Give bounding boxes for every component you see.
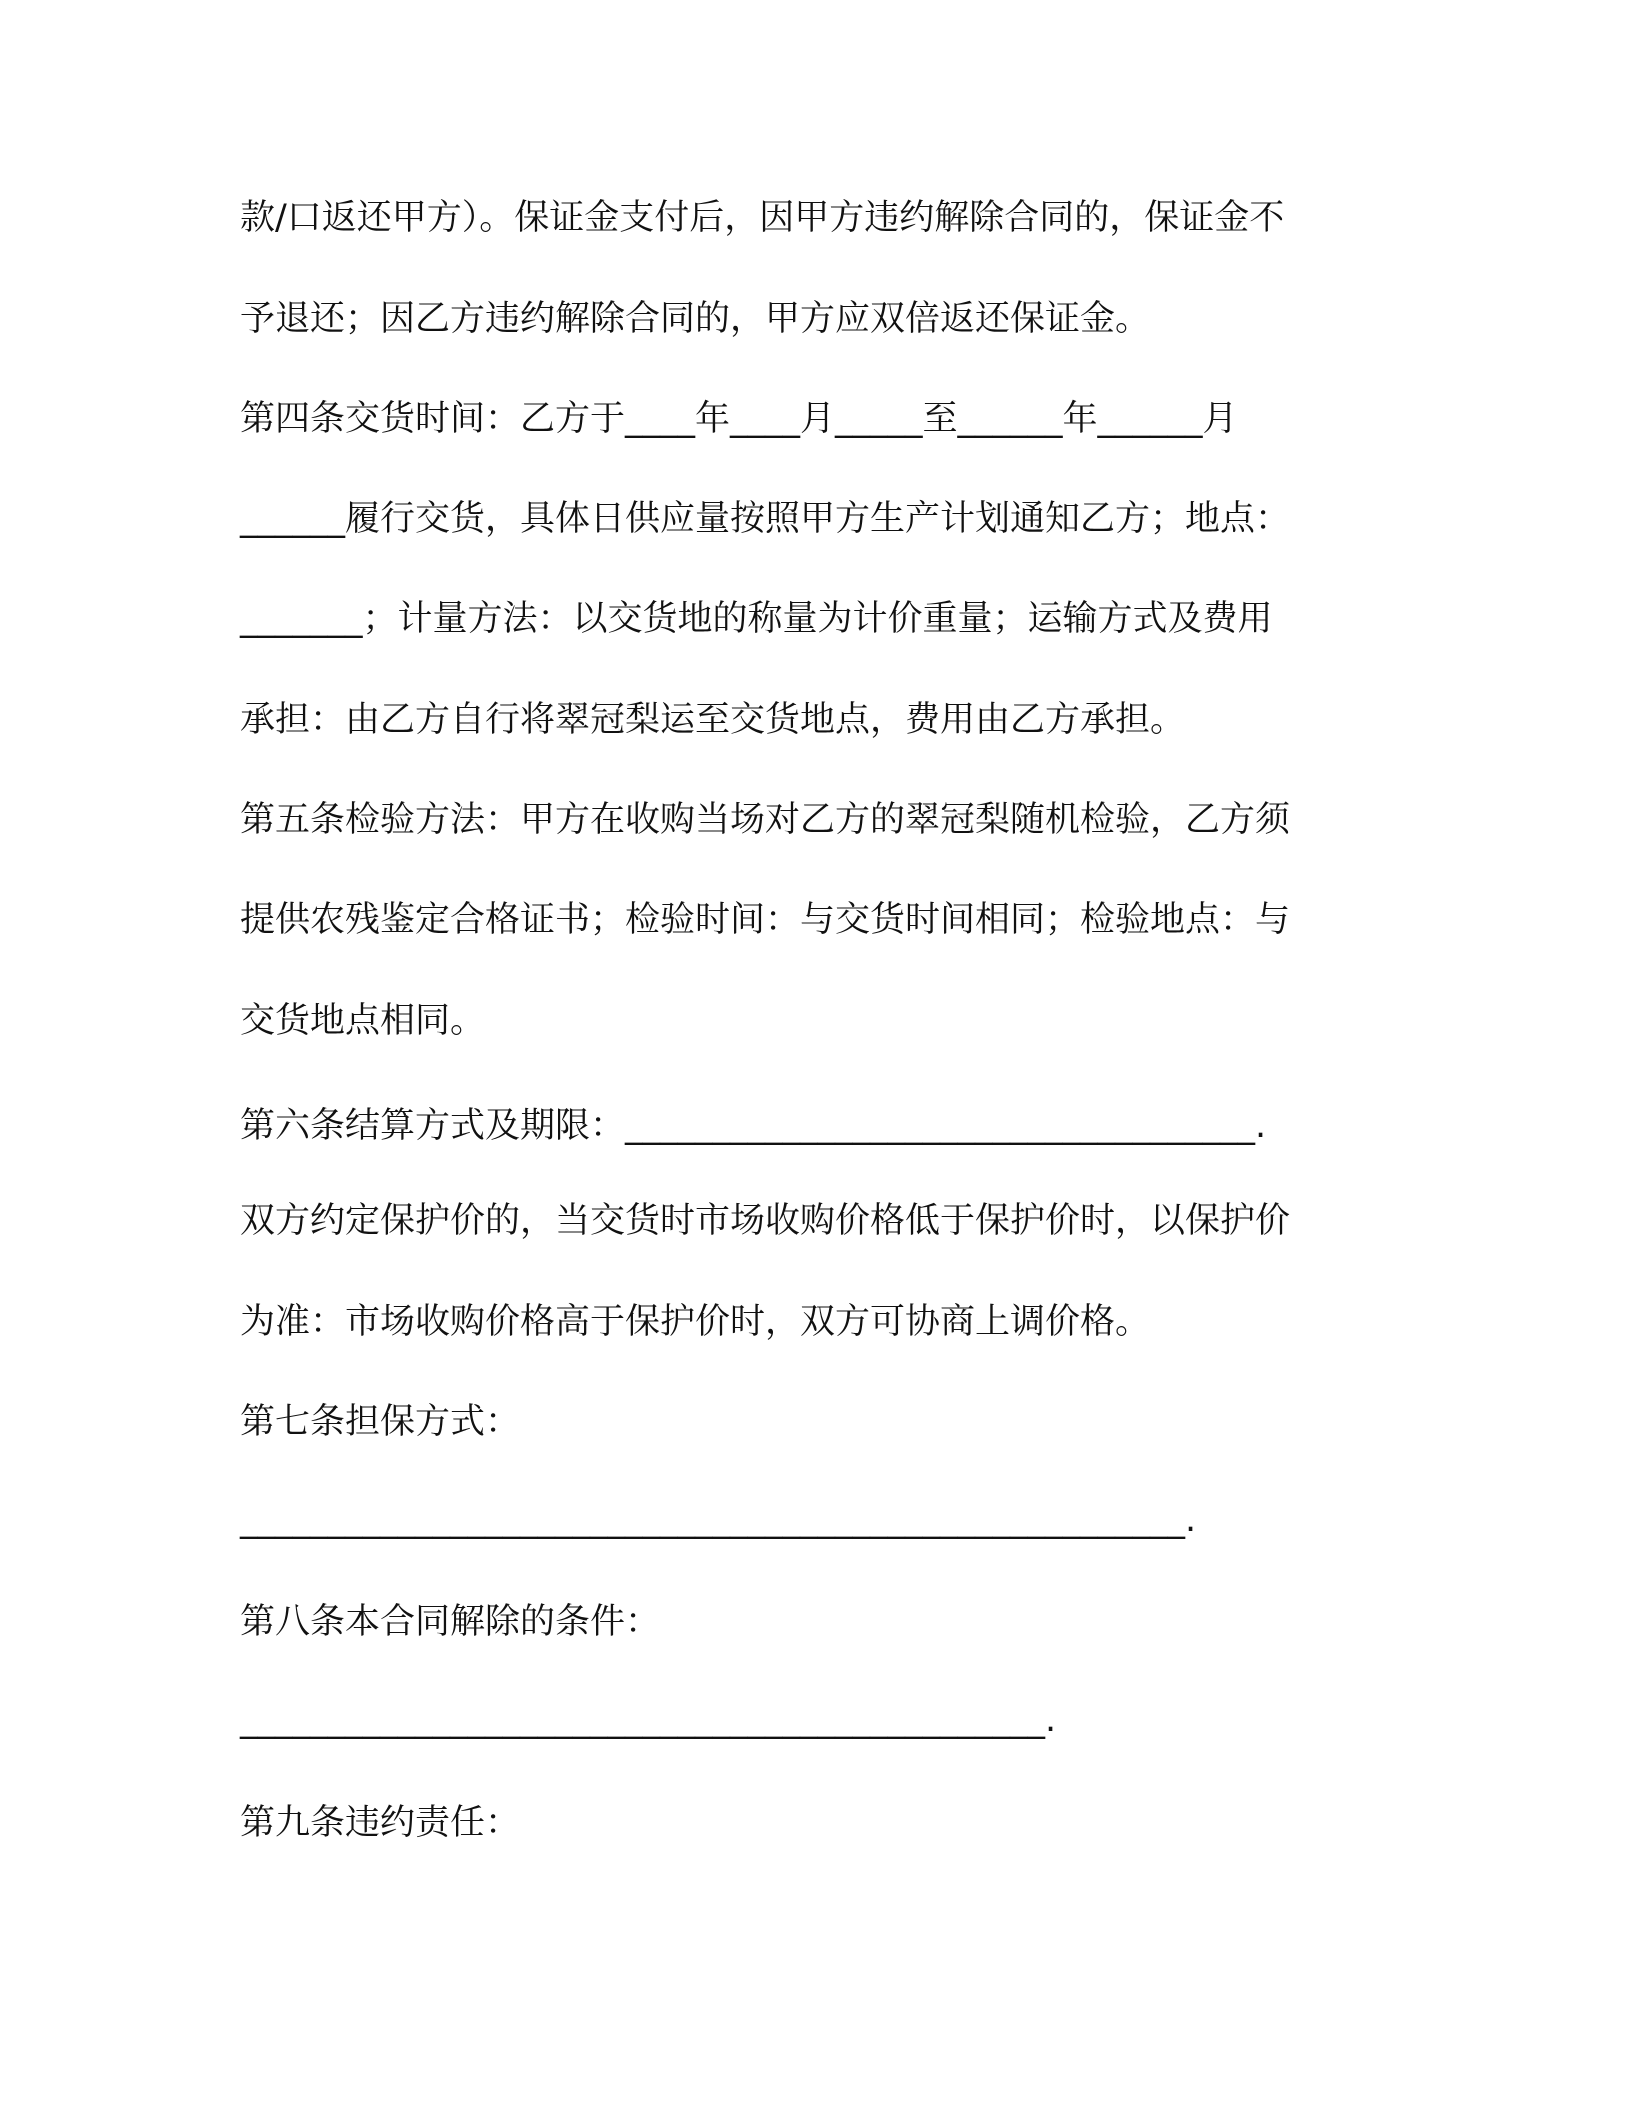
text-line: _______；计量方法：以交货地的称量为计价重量；运输方式及费用	[240, 599, 1273, 639]
article-8-heading-line: 第八条本合同解除的条件：	[240, 1602, 661, 1642]
article-6-heading-line: 第六条结算方式及期限：____________________________________.	[240, 1106, 1267, 1146]
blank-fill-line: ______________________________________________.	[240, 1700, 1057, 1740]
text-line: 为准：市场收购价格高于保护价时，双方可协商上调价格。	[240, 1302, 1151, 1342]
text-line: 提供农残鉴定合格证书；检验时间：与交货时间相同；检验地点：与	[240, 900, 1291, 940]
text-line: 承担：由乙方自行将翠冠梨运至交货地点，费用由乙方承担。	[240, 700, 1186, 740]
article-4-heading-line: 第四条交货时间：乙方于____年____月_____至______年______月	[240, 399, 1238, 439]
article-7-heading-line: 第七条担保方式：	[240, 1402, 521, 1442]
text-line: 予退还；因乙方违约解除合同的，甲方应双倍返还保证金。	[240, 299, 1151, 339]
blank-fill-line: ______________________________________________________.	[240, 1500, 1197, 1540]
text-line: 双方约定保护价的，当交货时市场收购价格低于保护价时，以保护价	[240, 1201, 1291, 1241]
article-9-heading-line: 第九条违约责任：	[240, 1803, 521, 1843]
article-5-heading-line: 第五条检验方法：甲方在收购当场对乙方的翠冠梨随机检验，乙方须	[240, 800, 1291, 840]
text-line: 款/口返还甲方）。保证金支付后，因甲方违约解除合同的，保证金不	[240, 198, 1285, 238]
text-line: ______履行交货，具体日供应量按照甲方生产计划通知乙方；地点：	[240, 499, 1291, 539]
text-line: 交货地点相同。	[240, 1001, 486, 1041]
